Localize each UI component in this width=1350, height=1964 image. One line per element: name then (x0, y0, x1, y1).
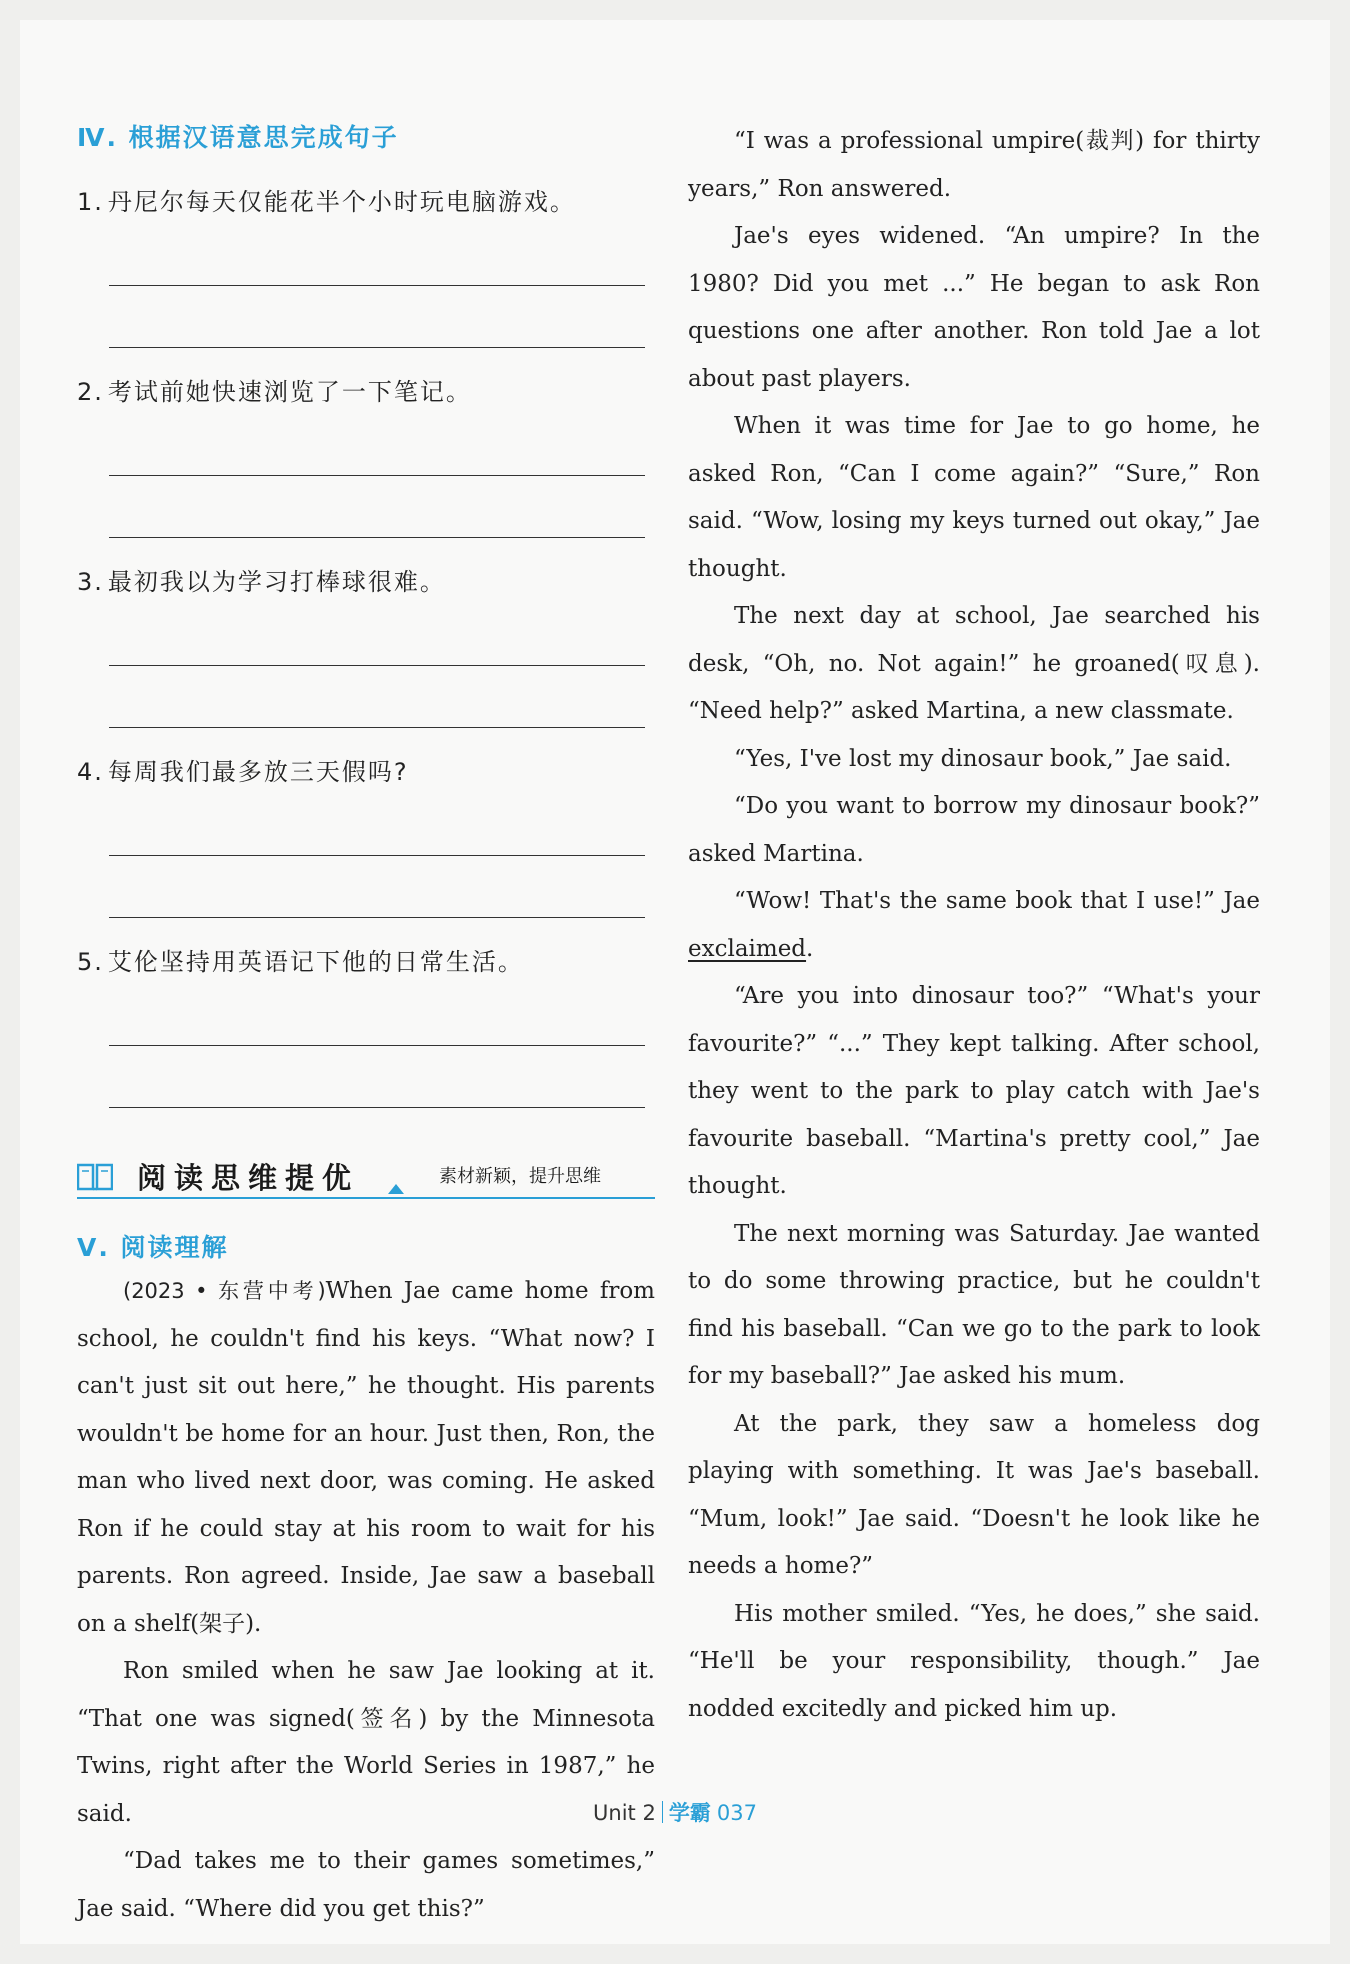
page-footer (0, 1797, 1350, 1827)
banner-title: 阅读思维提优 (137, 1161, 360, 1195)
left-column (77, 118, 655, 1933)
answer-line[interactable] (109, 666, 645, 728)
brand-label: 学霸 (668, 1801, 711, 1825)
passage-paragraph: His mother smiled. “Yes, he does,” she said. “He'll be your responsibility, though.” Jae nodded excitedly and picked him up. (688, 1600, 1260, 1722)
passage-paragraph: When it was time for Jae to go home, he asked Ron, “Can I come again?” “Sure,” Ron said. “Wow, losing my keys turned out okay,” Jae thought. (688, 413, 1260, 582)
question-1 (77, 180, 655, 348)
answer-line[interactable] (109, 984, 645, 1046)
answer-line[interactable] (109, 476, 645, 538)
question-5 (77, 940, 655, 1108)
source-label: (2023 • 东营中考) (123, 1279, 326, 1303)
banner-divider (77, 1197, 655, 1199)
question-4 (77, 750, 655, 918)
question-text: 最初我以为学习打棒球很难。 (107, 568, 446, 596)
question-number: 2. (77, 378, 104, 406)
answer-line[interactable] (109, 604, 645, 666)
banner-tagline: 素材新颖，提升思维 (439, 1166, 601, 1187)
passage-paragraph: “Do you want to borrow my dinosaur book?” asked Martina. (688, 793, 1260, 867)
passage-paragraph: At the park, they saw a homeless dog playing with something. It was Jae's baseball. “Mum, look!” Jae said. “Doesn't he look like he needs a home?” (688, 1410, 1260, 1579)
question-text: 艾伦坚持用英语记下他的日常生活。 (107, 948, 524, 976)
section-4-heading: Ⅳ. 根据汉语意思完成句子 (77, 123, 399, 152)
passage-paragraph: Jae's eyes widened. “An umpire? In the 1980? Did you met ...” He began to ask Ron questions one after another. Ron told Jae a lot about past players. (688, 223, 1260, 392)
answer-line[interactable] (109, 224, 645, 286)
passage-paragraph: “Dad takes me to their games sometimes,” Jae said. “Where did you get this?” (77, 1848, 655, 1922)
passage-paragraph: “Wow! That's the same book that I use!” Jae exclaimed. (688, 888, 1260, 962)
question-text: 丹尼尔每天仅能花半个小时玩电脑游戏。 (107, 188, 576, 216)
banner-triangle (388, 1184, 404, 1194)
underlined-word: exclaimed (688, 935, 807, 962)
answer-line[interactable] (109, 794, 645, 856)
answer-line[interactable] (109, 414, 645, 476)
question-2 (77, 370, 655, 538)
reading-banner (77, 1148, 655, 1210)
answer-line[interactable] (109, 856, 645, 918)
question-3 (77, 560, 655, 728)
passage-paragraph: (2023 • 东营中考)When Jae came home from school, he couldn't find his keys. “What now? I can't just sit out here,” he thought. His parents wouldn't be home for an hour. Just then, Ron, the man who lived next door, was coming. He asked Ron if he could stay at his room to wait for his parents. Ron agreed. Inside, Jae saw a baseball on a shelf(架子). (77, 1278, 655, 1637)
passage-paragraph: “Are you into dinosaur too?” “What's your favourite?” “...” They kept talking. After school, they went to the park to play catch with Jae's favourite baseball. “Martina's pretty cool,” Jae thought. (688, 983, 1260, 1199)
passage-paragraph: The next day at school, Jae searched his desk, “Oh, no. Not again!” he groaned(叹息). “Need help?” asked Martina, a new classmate. (688, 603, 1260, 724)
passage-paragraph: Ron smiled when he saw Jae looking at it. “That one was signed(签名) by the Minnesota Twins, right after the World Series in 1987,” he said. (77, 1658, 655, 1827)
unit-label: Unit 2 (593, 1801, 656, 1825)
page-number: 037 (716, 1801, 757, 1825)
passage-paragraph: “I was a professional umpire(裁判) for thirty years,” Ron answered. (688, 128, 1260, 202)
question-number: 4. (77, 758, 104, 786)
passage-paragraph: “Yes, I've lost my dinosaur book,” Jae said. (734, 745, 1232, 772)
answer-line[interactable] (109, 286, 645, 348)
passage-paragraph: The next morning was Saturday. Jae wanted to do some throwing practice, but he couldn't find his baseball. “Can we go to the park to look for my baseball?” Jae asked his mum. (688, 1220, 1260, 1389)
open-book-icon (77, 1162, 113, 1192)
answer-line[interactable] (109, 1046, 645, 1108)
right-column (688, 118, 1260, 1733)
question-number: 5. (77, 948, 104, 976)
section-5-heading: Ⅴ. 阅读理解 (77, 1233, 229, 1262)
question-text: 考试前她快速浏览了一下笔记。 (107, 378, 472, 406)
question-number: 1. (77, 188, 104, 216)
question-number: 3. (77, 568, 104, 596)
question-text: 每周我们最多放三天假吗? (107, 758, 409, 786)
footer-separator (662, 1801, 663, 1823)
